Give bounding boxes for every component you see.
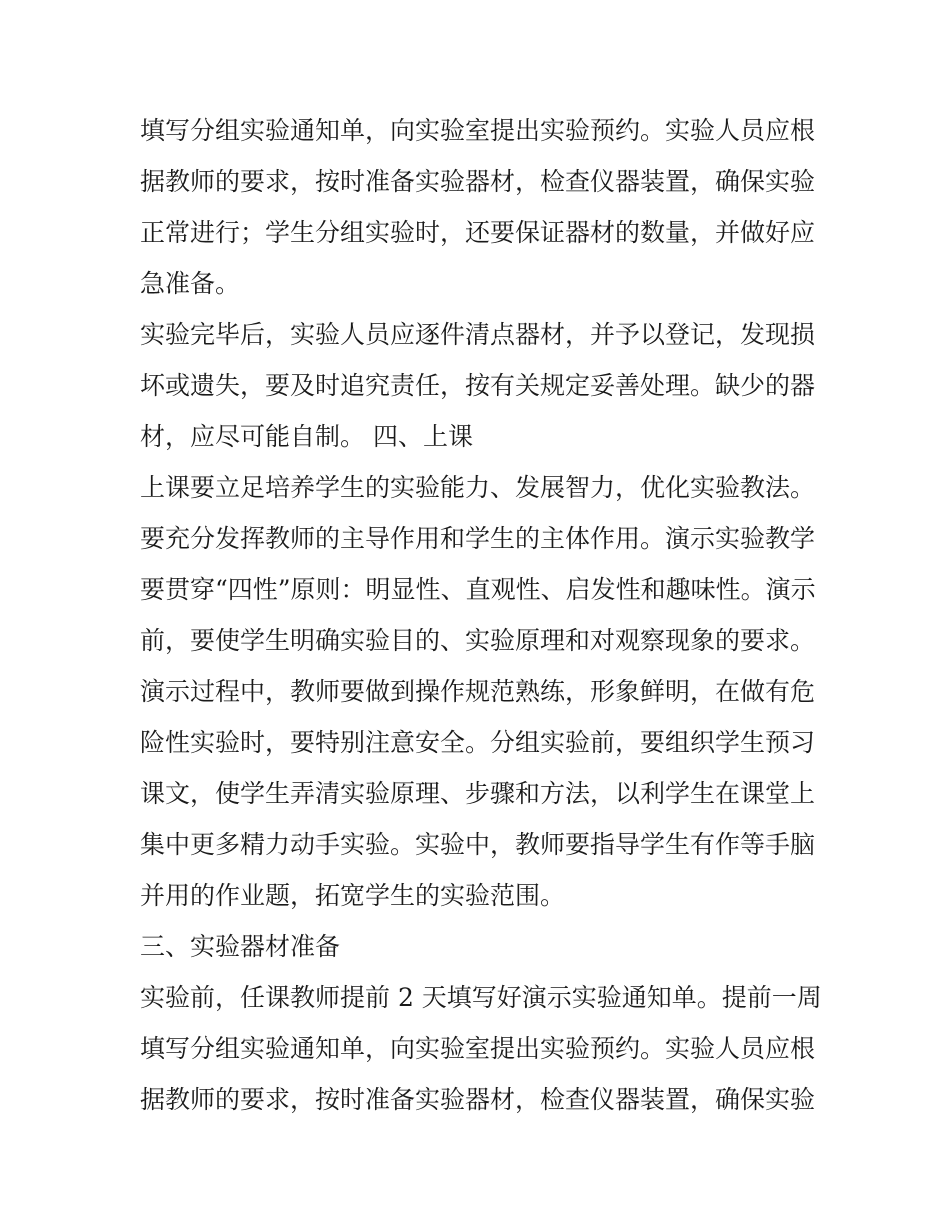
text-line-14: 课文，使学生弄清实验原理、步骤和方法，以利学生在课堂上 bbox=[140, 779, 816, 808]
text-line-16: 并用的作业题，拓宽学生的实验范围。 bbox=[140, 881, 566, 910]
text-line-2: 据教师的要求，按时准备实验器材，检查仪器装置，确保实验 bbox=[140, 167, 816, 196]
text-line-6: 坏或遗失，要及时追究责任，按有关规定妥善处理。缺少的器 bbox=[140, 371, 816, 400]
text-line-20: 据教师的要求，按时准备实验器材，检查仪器装置，确保实验 bbox=[140, 1085, 816, 1114]
text-line-13: 险性实验时，要特别注意安全。分组实验前，要组织学生预习 bbox=[140, 728, 816, 757]
text-line-3: 正常进行；学生分组实验时，还要保证器材的数量，并做好应 bbox=[140, 218, 816, 247]
text-line-12: 演示过程中，教师要做到操作规范熟练，形象鲜明，在做有危 bbox=[140, 677, 816, 706]
section-heading: 三、实验器材准备 bbox=[140, 932, 341, 961]
text-line-19: 填写分组实验通知单，向实验室提出实验预约。实验人员应根 bbox=[140, 1034, 816, 1063]
text-line-11: 前，要使学生明确实验目的、实验原理和对观察现象的要求。 bbox=[140, 626, 816, 655]
document-body bbox=[140, 105, 820, 1125]
text-line-7: 材，应尽可能自制。 四、上课 bbox=[140, 422, 473, 451]
text-line-15: 集中更多精力动手实验。实验中，教师要指导学生有作等手脑 bbox=[140, 830, 816, 859]
text-line-18: 实验前，任课教师提前 2 天填写好演示实验通知单。提前一周 bbox=[140, 983, 822, 1012]
text-line-8: 上课要立足培养学生的实验能力、发展智力，优化实验教法。 bbox=[140, 473, 816, 502]
text-line-5: 实验完毕后，实验人员应逐件清点器材，并予以登记，发现损 bbox=[140, 320, 816, 349]
text-line-9: 要充分发挥教师的主导作用和学生的主体作用。演示实验教学 bbox=[140, 524, 816, 553]
text-line-4: 急准备。 bbox=[140, 269, 241, 298]
text-line-10: 要贯穿“四性”原则：明显性、直观性、启发性和趣味性。演示 bbox=[140, 575, 816, 604]
text-line-1: 填写分组实验通知单，向实验室提出实验预约。实验人员应根 bbox=[140, 116, 816, 145]
